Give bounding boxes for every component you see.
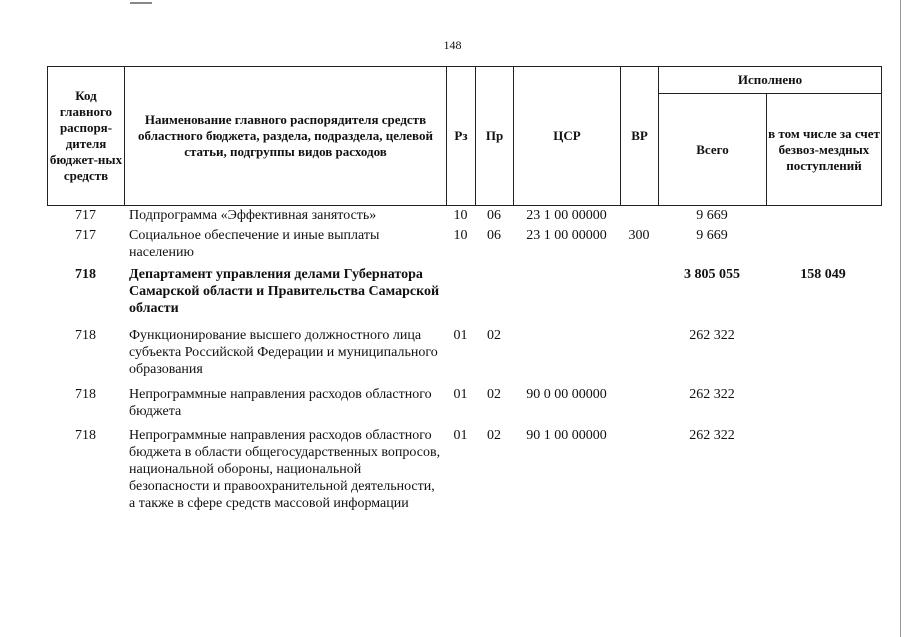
table-header — [47, 66, 882, 206]
cell-total: 262 322 — [689, 328, 735, 343]
cell-code: 718 — [75, 387, 96, 402]
cell-total: 9 669 — [696, 228, 728, 243]
header-pr: Пр — [476, 67, 514, 205]
cell-total: 3 805 055 — [684, 267, 740, 282]
cell-vr: 300 — [628, 228, 650, 243]
cell-name: Непрограммные направления расходов областного бюджета в области общегосударственных вопросов, национальной обороны, национальной безопасности и правоохранительной деятельности, а также в сфере средств массовой информации — [129, 428, 441, 511]
scan-artifact — [130, 2, 152, 4]
cell-name: Непрограммные направления расходов областного бюджета — [129, 387, 432, 419]
header-executed: Исполнено — [659, 67, 881, 94]
header-csr: ЦСР — [514, 67, 621, 205]
header-rz: Рз — [447, 67, 476, 205]
header-free-receipts: в том числе за счет безвоз-мездных поступлений — [768, 125, 880, 173]
cell-total: 9 669 — [696, 208, 728, 223]
cell-csr: 23 1 00 00000 — [526, 228, 607, 243]
cell-pr: 06 — [487, 228, 501, 243]
cell-name: Социальное обеспечение и иные выплаты населению — [129, 228, 380, 260]
cell-pr: 02 — [487, 428, 501, 443]
cell-code: 718 — [75, 328, 96, 343]
cell-total: 262 322 — [689, 387, 735, 402]
header-name: Наименование главного распорядителя средств областного бюджета, раздела, подраздела, целевой статьи, подгруппы видов расходов — [125, 67, 447, 205]
cell-name: Подпрограмма «Эффективная занятость» — [129, 208, 377, 223]
cell-rz: 01 — [453, 428, 468, 443]
cell-pr: 02 — [487, 328, 501, 343]
cell-free: 158 049 — [800, 267, 846, 282]
cell-code: 717 — [75, 228, 96, 243]
cell-pr: 02 — [487, 387, 501, 402]
page-number: 148 — [443, 38, 462, 52]
cell-pr: 06 — [487, 208, 501, 223]
header-code: Код главного распоря-дителя бюджет-ных средств — [48, 67, 125, 205]
header-executed-group — [659, 67, 881, 205]
cell-csr: 90 0 00 00000 — [526, 387, 607, 402]
page-edge-line — [900, 0, 901, 637]
cell-rz: 01 — [453, 328, 468, 343]
cell-code: 717 — [75, 208, 96, 223]
cell-total: 262 322 — [689, 428, 735, 443]
cell-rz: 10 — [453, 228, 468, 243]
header-total: Всего — [659, 94, 767, 205]
cell-rz: 01 — [453, 387, 468, 402]
header-vr: ВР — [621, 67, 659, 205]
cell-name: Функционирование высшего должностного лица субъекта Российской Федерации и муниципального образования — [129, 328, 438, 377]
cell-rz: 10 — [453, 208, 468, 223]
cell-csr: 23 1 00 00000 — [526, 208, 607, 223]
cell-csr: 90 1 00 00000 — [526, 428, 607, 443]
cell-name: Департамент управления делами Губернатора Самарской области и Правительства Самарской области — [129, 267, 440, 316]
cell-code: 718 — [75, 428, 96, 443]
cell-code: 718 — [75, 267, 96, 282]
